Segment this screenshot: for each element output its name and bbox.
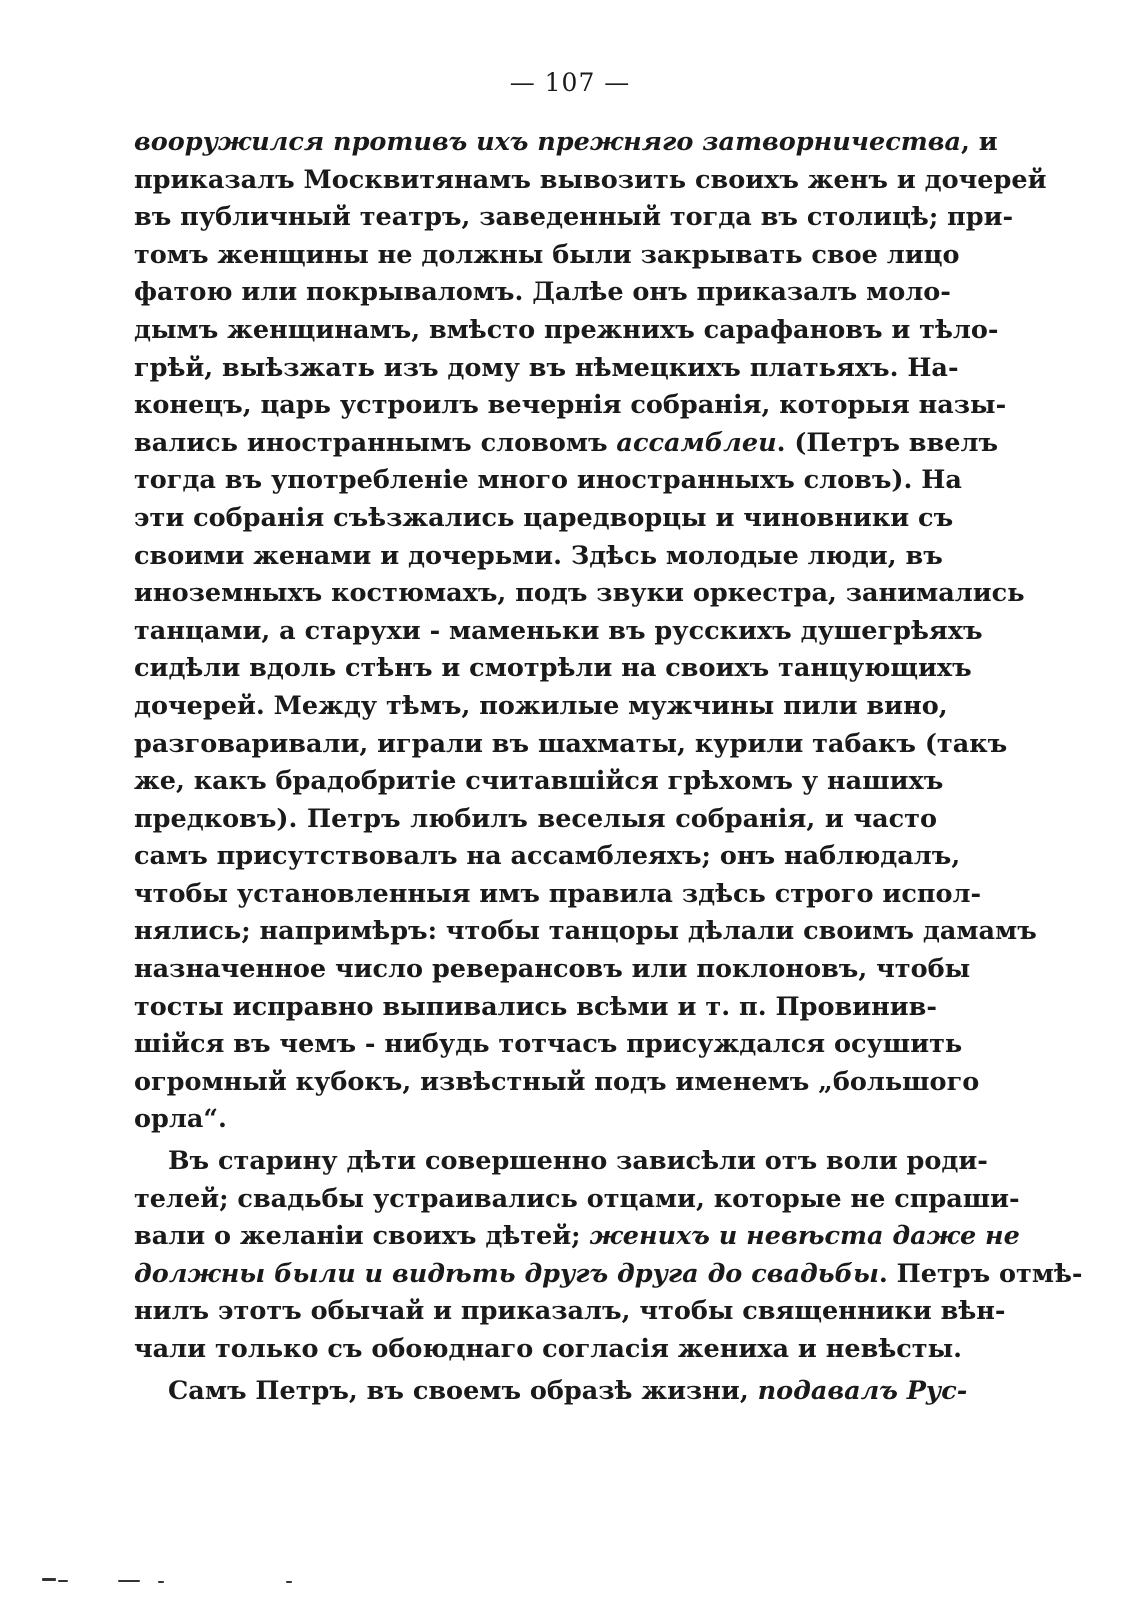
text-run: тосты исправно выпивались всѣми и т. п. Провинив- xyxy=(134,991,937,1022)
text-line xyxy=(134,763,944,801)
text-run: Въ старину дѣти совершенно зависѣли отъ воли роди- xyxy=(168,1146,988,1177)
text-line xyxy=(134,425,999,463)
text-run: . Петръ отмѣ- xyxy=(878,1258,1083,1289)
text-run: грѣй, выѣзжать изъ дому въ нѣмецкихъ платьяхъ. На- xyxy=(134,352,959,383)
text-run: нялись; напримѣръ: чтобы танцоры дѣлали своимъ дамамъ xyxy=(134,916,1037,947)
text-run: разговаривали, играли въ шахматы, курили табакъ (такъ xyxy=(134,728,1008,759)
scan-speck xyxy=(286,1581,292,1583)
text-line xyxy=(134,1256,1083,1294)
text-run: сидѣли вдоль стѣнъ и смотрѣли на своихъ танцующихъ xyxy=(134,653,972,684)
italic-text: ассамблеи xyxy=(616,427,777,458)
text-run: . (Петръ ввелъ xyxy=(776,427,999,458)
text-line xyxy=(134,575,1025,613)
text-line xyxy=(134,951,971,989)
italic-text: должны были и видѣть другъ друга до свадьбы xyxy=(134,1258,879,1289)
text-run: дымъ женщинамъ, вмѣсто прежнихъ сарафановъ и тѣло- xyxy=(134,314,999,345)
text-line xyxy=(134,124,998,162)
scan-speck xyxy=(158,1581,164,1583)
text-line xyxy=(134,876,982,914)
text-run: шійся въ чемъ - нибудь тотчасъ присуждался осушить xyxy=(134,1029,963,1060)
text-run: телей; свадьбы устраивались отцами, которые не спраши- xyxy=(134,1183,1020,1214)
text-line xyxy=(134,1026,963,1064)
body-text xyxy=(134,124,1083,1410)
scan-speck xyxy=(42,1578,56,1581)
text-run: танцами, а старухи - маменьки въ русскихъ душегрѣяхъ xyxy=(134,615,983,646)
text-run: орла“. xyxy=(134,1104,227,1135)
scan-speck xyxy=(118,1580,140,1582)
text-line xyxy=(134,801,937,839)
text-run: же, какъ брадобритіе считавшійся грѣхомъ у нашихъ xyxy=(134,766,944,797)
text-line xyxy=(134,237,960,275)
text-line xyxy=(134,989,937,1027)
italic-text: подавалъ Рус- xyxy=(757,1375,968,1406)
text-run: Самъ Петръ, въ своемъ образѣ жизни, xyxy=(168,1375,758,1406)
text-line xyxy=(134,650,972,688)
text-run: томъ женщины не должны были закрывать свое лицо xyxy=(134,239,960,270)
text-run: чтобы установленныя имъ правила здѣсь строго испол- xyxy=(134,878,982,909)
text-run: приказалъ Москвитянамъ вывозить своихъ женъ и дочерей xyxy=(134,164,1047,195)
text-run: своими женами и дочерьми. Здѣсь молодые люди, въ xyxy=(134,540,943,571)
text-line xyxy=(134,913,1037,951)
text-run: тогда въ употребленіе много иностранныхъ словъ). На xyxy=(134,465,962,496)
text-line xyxy=(134,1101,937,1139)
text-line xyxy=(134,538,943,576)
text-line xyxy=(134,1064,980,1102)
text-line xyxy=(134,462,962,500)
scan-speck xyxy=(58,1580,68,1582)
text-run: назначенное число реверансовъ или поклоновъ, чтобы xyxy=(134,954,971,985)
text-run: нилъ этотъ обычай и приказалъ, чтобы священники вѣн- xyxy=(134,1296,1006,1327)
text-run: иноземныхъ костюмахъ, подъ звуки оркестра, занимались xyxy=(134,578,1025,609)
text-run: , и xyxy=(961,127,998,157)
text-run: эти собранія съѣзжались царедворцы и чиновники съ xyxy=(134,502,954,533)
page-number: — 107 — xyxy=(509,68,631,97)
italic-text: женихъ и невѣста даже не xyxy=(589,1221,1020,1252)
text-line xyxy=(134,274,951,312)
italic-text: вооружился противъ ихъ прежняго затворничества xyxy=(134,127,961,157)
text-line xyxy=(134,1293,1006,1331)
text-line xyxy=(134,199,1014,237)
text-line xyxy=(134,688,948,726)
text-run: чали только съ обоюднаго согласія жениха и невѣсты. xyxy=(134,1334,963,1364)
text-line xyxy=(134,312,999,350)
text-line xyxy=(134,613,983,651)
text-run: дочерей. Между тѣмъ, пожилые мужчины пили вино, xyxy=(134,690,948,721)
text-run: предковъ). Петръ любилъ веселыя собранія, и часто xyxy=(134,803,937,834)
text-line xyxy=(134,387,1007,425)
text-line xyxy=(134,500,954,538)
paragraph xyxy=(134,1373,968,1411)
text-line xyxy=(134,838,961,876)
text-run: вались иностраннымъ словомъ xyxy=(134,427,617,458)
text-run: самъ присутствовалъ на ассамблеяхъ; онъ наблюдалъ, xyxy=(134,841,961,872)
paragraph xyxy=(134,124,1047,1139)
text-line xyxy=(134,1181,1020,1219)
text-run: фатою или покрываломъ. Далѣе онъ приказалъ моло- xyxy=(134,277,951,308)
text-line xyxy=(134,1373,968,1411)
text-line xyxy=(134,1218,1020,1256)
text-run: вали о желаніи своихъ дѣтей; xyxy=(134,1221,590,1252)
text-line xyxy=(134,162,1047,200)
text-run: конецъ, царь устроилъ вечернія собранія, которыя назы- xyxy=(134,390,1007,421)
text-run: огромный кубокъ, извѣстный подъ именемъ „большого xyxy=(134,1066,980,1097)
text-line xyxy=(134,350,959,388)
text-line xyxy=(134,1143,988,1181)
paragraph xyxy=(134,1143,1083,1369)
text-run: въ публичный театръ, заведенный тогда въ столицѣ; при- xyxy=(134,202,1014,233)
text-line xyxy=(134,1331,963,1369)
text-line xyxy=(134,726,1008,764)
